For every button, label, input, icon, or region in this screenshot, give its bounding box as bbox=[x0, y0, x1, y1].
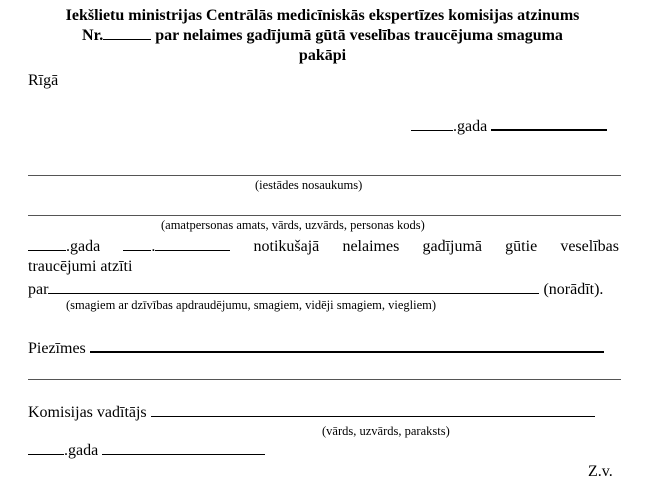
institution-caption: (iestādes nosaukums) bbox=[255, 178, 363, 192]
word-gutie: gūtie bbox=[505, 238, 538, 255]
month-blank bbox=[155, 250, 230, 251]
word-notikusaja: notikušajā bbox=[253, 238, 320, 255]
date-blank bbox=[491, 129, 607, 131]
statement-line-1 bbox=[28, 238, 619, 256]
par-label: par bbox=[28, 281, 49, 298]
bottom-date bbox=[28, 442, 265, 460]
dot-separator: . bbox=[151, 238, 156, 255]
statement-date bbox=[28, 238, 100, 256]
bottom-year-blank bbox=[28, 454, 64, 455]
year-blank bbox=[28, 250, 66, 251]
notes-row bbox=[28, 340, 604, 358]
top-date bbox=[411, 118, 607, 136]
chairman-row bbox=[28, 404, 595, 422]
notes-line-2 bbox=[28, 379, 621, 380]
statement-line-2: traucējumi atzīti bbox=[28, 258, 133, 275]
day-blank-2 bbox=[123, 250, 151, 251]
place-label: Rīgā bbox=[28, 72, 59, 89]
number-label: Nr. bbox=[82, 27, 104, 44]
document-title-line-3: pakāpi bbox=[298, 47, 347, 64]
day-blank bbox=[411, 130, 453, 131]
word-nelaimes: nelaimes bbox=[342, 238, 400, 255]
official-caption: (amatpersonas amats, vārds, uzvārds, personas kods) bbox=[161, 218, 425, 232]
chairman-label: Komisijas vadītājs bbox=[28, 404, 147, 421]
chairman-caption: (vārds, uzvārds, paraksts) bbox=[322, 424, 450, 438]
noradit-label: (norādīt). bbox=[543, 281, 604, 298]
official-line bbox=[28, 215, 621, 216]
notes-blank bbox=[90, 351, 604, 353]
document-title-line-2 bbox=[0, 26, 645, 46]
statement-day-month bbox=[123, 238, 230, 256]
title-line-2-text: par nelaimes gadījumā gūtā veselības traucējuma smaguma bbox=[155, 27, 563, 44]
document-title-line-1: Iekšlietu ministrijas Centrālās medicīniskās ekspertīzes komisijas atzinums bbox=[65, 7, 580, 24]
bottom-date-blank bbox=[102, 454, 265, 455]
statement-line-3 bbox=[28, 281, 603, 299]
stamp-label: Z.v. bbox=[588, 463, 613, 480]
word-gadijuma: gadījumā bbox=[422, 238, 483, 255]
number-blank bbox=[103, 39, 151, 40]
notes-label: Piezīmes bbox=[28, 340, 86, 357]
word-veselibas: veselības bbox=[560, 238, 619, 255]
institution-line bbox=[28, 175, 621, 176]
statement-gada: .gada bbox=[66, 238, 101, 255]
gada-label: .gada bbox=[453, 118, 488, 135]
severity-blank bbox=[48, 293, 539, 294]
bottom-gada-label: .gada bbox=[64, 442, 99, 459]
chairman-blank bbox=[151, 416, 595, 417]
severity-caption: (smagiem ar dzīvības apdraudējumu, smagiem, vidēji smagiem, viegliem) bbox=[66, 298, 437, 312]
